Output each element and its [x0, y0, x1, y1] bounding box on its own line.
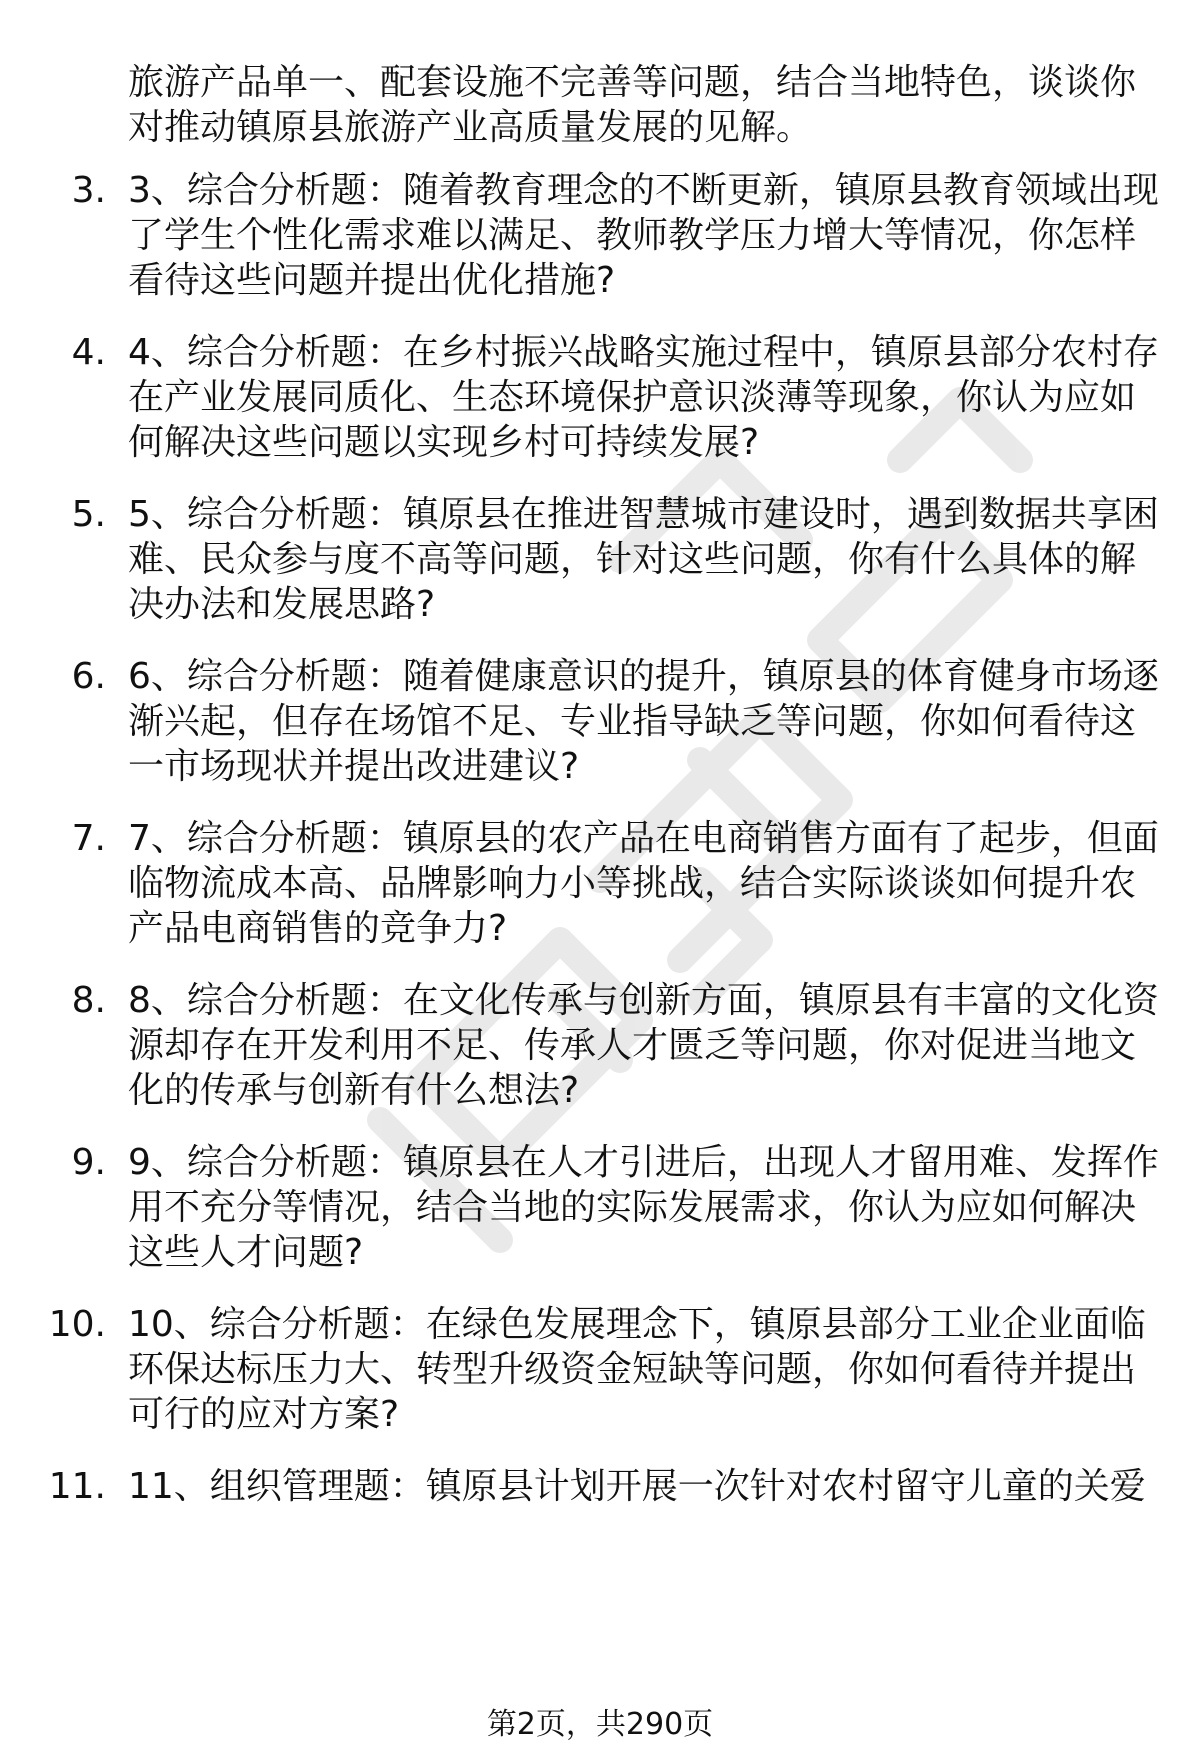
question-text: 4、综合分析题：在乡村振兴战略实施过程中，镇原县部分农村存在产业发展同质化、生态环境保护意识淡薄等现象，你认为应如何解决这些问题以实现乡村可持续发展?: [128, 332, 1159, 463]
question-text: 3、综合分析题：随着教育理念的不断更新，镇原县教育领域出现了学生个性化需求难以满足、教师教学压力增大等情况，你怎样看待这些问题并提出优化措施?: [128, 170, 1159, 301]
list-number: 4.: [71, 332, 106, 373]
question-text: 5、综合分析题：镇原县在推进智慧城市建设时，遇到数据共享困难、民众参与度不高等问题，针对这些问题，你有什么具体的解决办法和发展思路?: [128, 494, 1159, 625]
page-footer: 第2页，共290页: [486, 1707, 714, 1742]
list-number: 5.: [71, 494, 106, 535]
list-number: 7.: [71, 818, 106, 859]
question-text: 11、组织管理题：镇原县计划开展一次针对农村留守儿童的关爱: [128, 1466, 1146, 1507]
list-number: 8.: [71, 980, 106, 1021]
question-text: 7、综合分析题：镇原县的农产品在电商销售方面有了起步，但面临物流成本高、品牌影响力小等挑战，结合实际谈谈如何提升农产品电商销售的竞争力?: [128, 818, 1159, 949]
list-number: 9.: [71, 1142, 106, 1183]
list-number: 10.: [48, 1304, 106, 1345]
question-text: 6、综合分析题：随着健康意识的提升，镇原县的体育健身市场逐渐兴起，但存在场馆不足、专业指导缺乏等问题，你如何看待这一市场现状并提出改进建议?: [128, 656, 1159, 787]
list-number: 6.: [71, 656, 106, 697]
question-text: 10、综合分析题：在绿色发展理念下，镇原县部分工业企业面临环保达标压力大、转型升级资金短缺等问题，你如何看待并提出可行的应对方案?: [128, 1304, 1146, 1435]
list-number: 3.: [71, 170, 106, 211]
continuation-paragraph: 旅游产品单一、配套设施不完善等问题，结合当地特色，谈谈你对推动镇原县旅游产业高质量发展的见解。: [128, 62, 1137, 148]
list-number: 11.: [48, 1466, 106, 1507]
question-text: 9、综合分析题：镇原县在人才引进后，出现人才留用难、发挥作用不充分等情况，结合当地的实际发展需求，你认为应如何解决这些人才问题?: [128, 1142, 1159, 1273]
question-text: 8、综合分析题：在文化传承与创新方面，镇原县有丰富的文化资源却存在开发利用不足、传承人才匮乏等问题，你对促进当地文化的传承与创新有什么想法?: [128, 980, 1159, 1111]
